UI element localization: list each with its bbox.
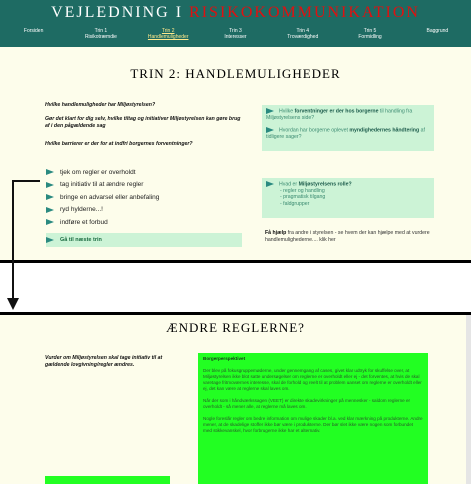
main-nav [0,26,471,46]
question-2: Gør det klart for dig selv, hvilke tiltag og initiativer Miljøstyrelsen kan gøre brug af i den pågældende sag [45,116,241,129]
list-item[interactable] [46,191,246,204]
site-header [0,0,471,47]
list-item-label: bringe en advarsel eller anbefaling [60,193,160,201]
arrow-down-icon [7,298,19,310]
section-question: Vurder om Miljøstyrelsen skal tage initiativ til at gældende lovgivning/regler ændres. [45,355,163,368]
box-paragraph: Der blev på fokusgruppemøderne, under gennemgang af cases, givet klar udtryk for skuffelse over, at Miljøstyrelsen ikke blot satte undersøgelser om reglerne er overholdt eller ej - det forventes, at hvis de skal varetage fritmoværnes interesse, skal de forhold og reelt til at problem uanset om reglerne er overholdt eller ej, det kan være at reglerne skal laves om. [203,368,422,391]
gap [0,263,471,312]
nav-forsiden[interactable] [0,26,67,46]
connector-line [12,180,14,300]
help-link[interactable] [265,230,435,243]
role-title [266,181,430,188]
nav-trin-4[interactable] [269,26,336,46]
arrow-bullet-icon [266,108,274,114]
text: af tidligere sager? [266,127,425,141]
role-box[interactable] [262,178,434,218]
arrow-bullet-icon [266,127,274,133]
site-title-accent: RISIKOKOMMUNIKATION [189,4,420,21]
expectations-box[interactable] [262,105,434,151]
help-text: fra andre i styrelsen - se hvem der kan hjælpe med at vurdere handlemulighederne.... klik her [265,230,430,243]
list-item[interactable] [46,204,246,217]
handling-question [266,127,430,140]
scrollbar[interactable] [466,315,471,484]
next-link-bar[interactable] [45,476,170,484]
arrow-bullet-icon [266,181,274,187]
list-item-label: ryd hylderne...! [60,206,103,214]
box-title: Borgerperspektivet [203,356,246,361]
text: myndighedernes håndtering [349,127,420,134]
page-title: TRIN 2: HANDLEMULIGHEDER [130,66,341,81]
arrow-bullet-icon [46,237,54,243]
arrow-bullet-icon [46,182,54,188]
list-item[interactable] [46,179,246,192]
text: til handling fra Miljøstyrelsens side? [266,108,413,121]
next-step-button[interactable] [46,233,242,247]
nav-sublabel: Troværdighed [287,34,319,40]
nav-sublabel: Handlemuligheder [147,34,189,40]
text: forventninger er der hos borgerne [294,108,379,115]
box-paragraph: Når der som i håndværkssagen (VEET) er direkte skadevirkninger på mennesker - saldom reglerne er overholdt - så mener alle, at reglerne må laves om. [203,398,411,409]
expectations-question [266,108,430,121]
box-paragraph: Nogle foreslår regler om bedre information om mulige skader bl.a. ved klar mærkning på produkterne. Andre mener, at de skadelige stoffer ikke bør være i produkterne. Der bør slet ikke være nogen som forbundet med stikkevanskel, hvor forbrugerne ikke har et alternativ. [203,416,423,433]
nav-label: Trin 5 [363,28,377,34]
arrow-bullet-icon [46,219,54,225]
list-item[interactable] [46,216,246,229]
next-step-label: Gå til næste trin [60,237,102,243]
site-title-main: VEJLEDNING I [51,4,184,21]
text: Miljøstyrelsens rolle? [298,181,352,188]
nav-trin-5[interactable] [336,26,403,46]
site-title [0,4,471,22]
list-item-label: indføre et forbud [60,218,108,226]
list-item[interactable] [46,166,246,179]
nav-sublabel: Formidling [358,34,382,40]
citizen-perspective-box [198,353,428,484]
help-bold: Få hjælp [265,230,287,236]
arrow-bullet-icon [46,194,54,200]
list-item-label: tag initiativ til at ændre regler [60,181,144,189]
nav-sublabel: Interesser [224,34,247,40]
question-3: Hvilke barrierer er der for at indfri borgernes forventninger? [45,141,193,147]
change-rules-panel [0,315,471,484]
arrow-bullet-icon [46,207,54,213]
text: Hvad er [279,181,299,188]
text: Hvordan har borgerne oplevet [279,127,350,134]
nav-label: Trin 4 [296,28,310,34]
section-title: ÆNDRE REGLERNE? [166,320,305,335]
role-item: - regler og handling [280,187,325,194]
role-item: - pragmatisk tilgang [280,194,326,201]
nav-trin-2[interactable] [135,26,202,46]
nav-label: Trin 2 [161,28,175,34]
arrow-bullet-icon [46,169,54,175]
text: Hvilke [279,108,295,115]
nav-baggrund[interactable] [404,26,471,46]
nav-label: Baggrund [426,28,449,34]
nav-trin-1[interactable] [67,26,134,46]
list-item-label: tjek om regler er overholdt [60,168,136,176]
nav-label: Forsiden [23,28,44,34]
nav-label: Trin 3 [229,28,242,34]
nav-label: Trin 1 [94,28,108,34]
question-1: Hvilke handlemuligheder har Miljøstyrelsen? [45,102,156,108]
nav-trin-3[interactable] [202,26,269,46]
nav-sublabel: Risikotræmdie [84,34,117,40]
option-list [46,166,246,229]
connector-line [12,180,40,182]
role-item: - faldgrupper [280,200,310,207]
